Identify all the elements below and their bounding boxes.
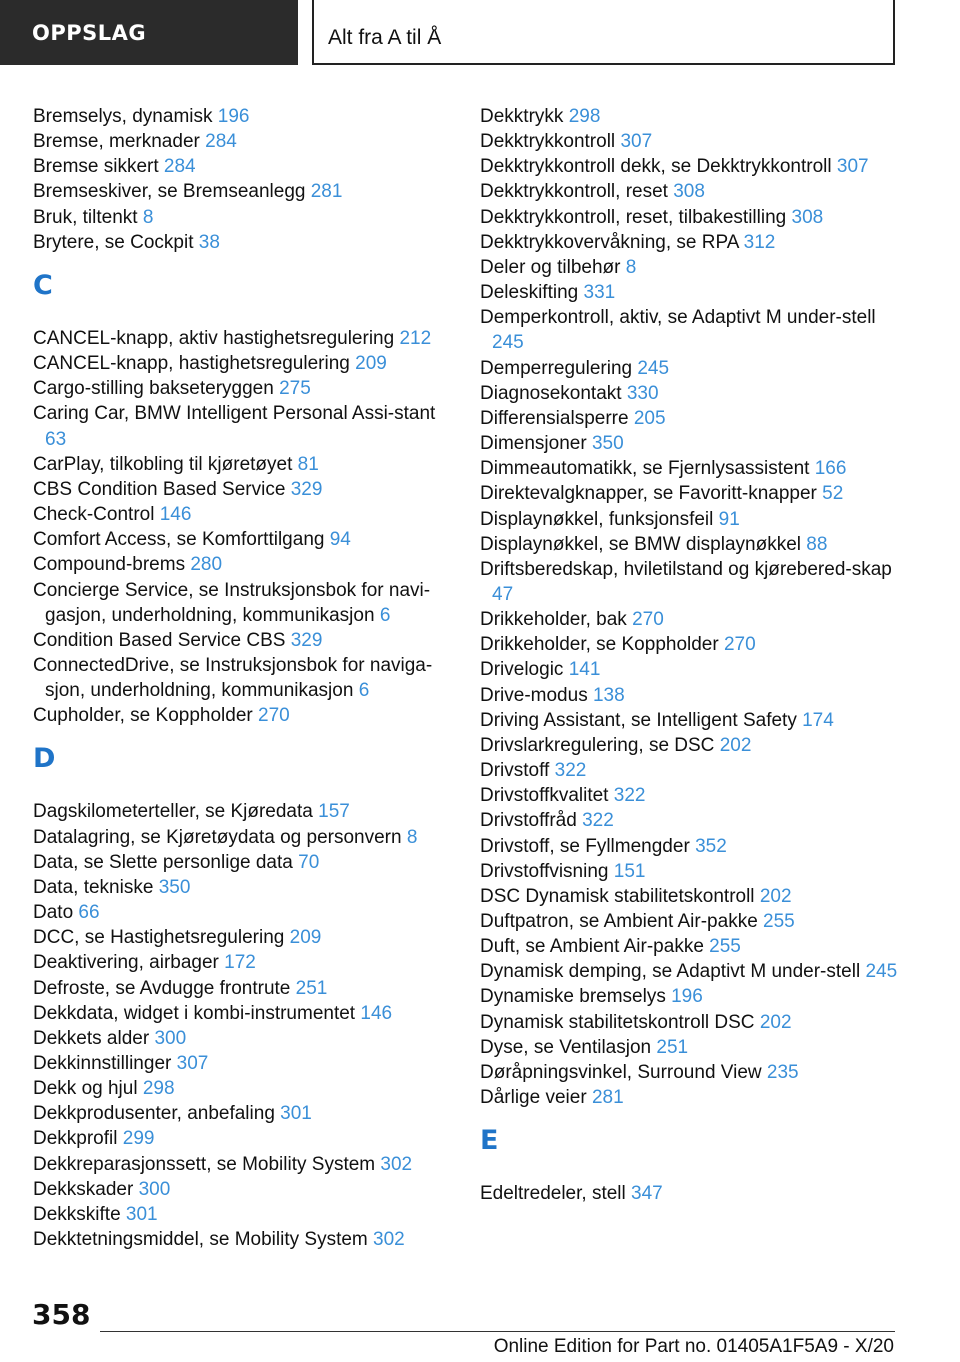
- section-tab: [0, 0, 298, 65]
- page-reference-link[interactable]: 308: [673, 181, 705, 203]
- index-entry-text: Drivslarkregulering, se DSC: [480, 734, 715, 756]
- page-reference-link[interactable]: 255: [763, 911, 795, 932]
- page-reference-link[interactable]: 299: [122, 1128, 155, 1150]
- page-reference-link[interactable]: 166: [814, 458, 847, 480]
- index-entry: [480, 1181, 900, 1206]
- index-entry-text: Cupholder, se Koppholder: [33, 705, 253, 727]
- index-entry: [480, 431, 900, 456]
- index-column-left: [33, 104, 453, 1252]
- index-entry-text: Bremseskiver, se Bremseanlegg: [33, 181, 306, 203]
- page-reference-link[interactable]: 63: [45, 428, 67, 450]
- index-entry: [480, 808, 900, 833]
- page-reference-link[interactable]: 284: [205, 131, 237, 153]
- index-entry-text: Displaynøkkel, se BMW displaynøkkel: [480, 533, 801, 555]
- page-reference-link[interactable]: 302: [380, 1153, 413, 1175]
- index-entry-text: Deaktivering, airbager: [33, 952, 219, 974]
- index-entry-text: Driftsberedskap, hviletilstand og kjørebered-skap: [480, 558, 892, 580]
- page-reference-link[interactable]: 298: [568, 106, 601, 127]
- page-reference-link[interactable]: 280: [190, 554, 223, 576]
- index-entry: [480, 381, 900, 406]
- page-reference-link[interactable]: 157: [318, 801, 350, 823]
- page-reference-link[interactable]: 322: [554, 760, 587, 782]
- index-entry: [33, 1227, 453, 1252]
- index-entry: [33, 875, 453, 900]
- index-entry: [33, 799, 453, 824]
- page-reference-link[interactable]: 350: [591, 433, 624, 455]
- index-entry-text: Drikkeholder, bak: [480, 609, 627, 631]
- page-reference-link[interactable]: 94: [329, 529, 351, 551]
- index-entry-text: Edeltredeler, stell: [480, 1183, 626, 1205]
- index-entry: [480, 1010, 900, 1035]
- page-reference-link[interactable]: 70: [298, 851, 320, 873]
- index-entry: [480, 305, 900, 355]
- index-entry: [480, 557, 900, 607]
- index-entry-text: Duft, se Ambient Air-pakke: [480, 936, 704, 958]
- page-reference-link[interactable]: 300: [154, 1027, 187, 1049]
- index-entry-text: Drivstoffråd: [480, 810, 577, 832]
- index-entry: [33, 1202, 453, 1227]
- page-reference-link[interactable]: 202: [759, 885, 792, 907]
- index-entry-text: Bremse sikkert: [33, 156, 159, 178]
- page-reference-link[interactable]: 330: [626, 382, 659, 404]
- page-reference-link[interactable]: 307: [176, 1053, 209, 1074]
- index-entry: [480, 507, 900, 532]
- index-entry: [33, 179, 453, 204]
- index-entry-text: Data, tekniske: [33, 876, 154, 898]
- page-reference-link[interactable]: 146: [360, 1002, 393, 1024]
- index-entry-text: Dynamisk demping, se Adaptivt M under-stell: [480, 961, 861, 983]
- index-entry: [33, 376, 453, 401]
- index-entry: [480, 532, 900, 557]
- index-entry-text: Bruk, tiltenkt: [33, 206, 138, 228]
- index-entry-text: Bremselys, dynamisk: [33, 106, 213, 127]
- index-entry: [33, 703, 453, 728]
- index-entry: [480, 859, 900, 884]
- page-reference-link[interactable]: 307: [836, 156, 869, 178]
- index-entry: [480, 154, 900, 179]
- page-reference-link[interactable]: 205: [633, 407, 666, 429]
- index-entry-text: Data, se Slette personlige data: [33, 851, 293, 873]
- page-reference-link[interactable]: 329: [290, 629, 323, 651]
- index-entry-text: Duftpatron, se Ambient Air-pakke: [480, 911, 758, 932]
- page-reference-link[interactable]: 308: [791, 206, 824, 228]
- index-column-right: [480, 104, 900, 1206]
- page-reference-link[interactable]: 52: [822, 483, 844, 505]
- index-entry-text: Demperregulering: [480, 357, 633, 379]
- index-entry-text: Dimensjoner: [480, 433, 587, 455]
- index-entry-text: DSC Dynamisk stabilitetskontroll: [480, 885, 755, 907]
- index-entry: [480, 758, 900, 783]
- page-reference-link[interactable]: 66: [78, 902, 100, 924]
- index-entry-text: Check-Control: [33, 504, 155, 526]
- index-entry: [33, 900, 453, 925]
- index-entry: [480, 255, 900, 280]
- page-reference-link[interactable]: 174: [802, 709, 834, 731]
- index-entry-text: Dekkinnstillinger: [33, 1053, 172, 1074]
- index-entry: [480, 733, 900, 758]
- index-entry: [33, 351, 453, 376]
- page-reference-link[interactable]: 209: [355, 353, 387, 375]
- index-entry: [33, 452, 453, 477]
- index-entry: [480, 657, 900, 682]
- index-entry: [480, 129, 900, 154]
- page-reference-link[interactable]: 196: [671, 986, 703, 1008]
- index-entry: [480, 481, 900, 506]
- page-reference-link[interactable]: 322: [582, 810, 614, 832]
- page-reference-link[interactable]: 8: [142, 206, 154, 228]
- index-entry-text: Comfort Access, se Komforttilgang: [33, 529, 325, 551]
- index-entry-text: Dagskilometerteller, se Kjøredata: [33, 801, 313, 823]
- page-reference-link[interactable]: 251: [295, 977, 328, 999]
- index-entry: [33, 628, 453, 653]
- page-reference-link[interactable]: 312: [743, 231, 776, 253]
- page-reference-link[interactable]: 47: [492, 583, 514, 605]
- index-letter-heading: E: [480, 1125, 499, 1157]
- index-entry: [33, 129, 453, 154]
- index-entry: [480, 934, 900, 959]
- index-entry-text: Dekk og hjul: [33, 1078, 138, 1100]
- index-entry-text: Dekkreparasjonssett, se Mobility System: [33, 1153, 376, 1175]
- index-entry-text: Dekktrykk: [480, 106, 564, 127]
- index-entry: [33, 104, 453, 129]
- index-entry: [480, 406, 900, 431]
- index-entry: [480, 456, 900, 481]
- page-reference-link[interactable]: 38: [198, 231, 220, 253]
- index-entry: [480, 959, 900, 984]
- index-entry-text: Deler og tilbehør: [480, 256, 621, 278]
- index-entry: [33, 205, 453, 230]
- page-reference-link[interactable]: 245: [492, 332, 524, 354]
- index-entry-text: Dekktrykkontroll, reset: [480, 181, 668, 203]
- index-entry-text: Dynamisk stabilitetskontroll DSC: [480, 1011, 755, 1033]
- page-reference-link[interactable]: 270: [723, 634, 756, 656]
- page-reference-link[interactable]: 302: [373, 1229, 405, 1251]
- index-entry: [33, 976, 453, 1001]
- index-entry-text: CANCEL-knapp, hastighetsregulering: [33, 353, 350, 375]
- page-reference-link[interactable]: 284: [163, 156, 196, 178]
- index-entry: [33, 925, 453, 950]
- index-entry: [33, 1051, 453, 1076]
- index-entry-text: Bremse, merknader: [33, 131, 200, 153]
- index-entry-text: Dimmeautomatikk, se Fjernlysassistent: [480, 458, 810, 480]
- index-entry: [33, 1026, 453, 1051]
- page-reference-link[interactable]: 281: [310, 181, 343, 203]
- page-reference-link[interactable]: 141: [568, 659, 601, 681]
- index-entry: [480, 708, 900, 733]
- page-reference-link[interactable]: 251: [656, 1036, 689, 1058]
- page-reference-link[interactable]: 202: [719, 734, 752, 756]
- index-entry: [33, 1076, 453, 1101]
- footer-divider: [100, 1331, 895, 1332]
- index-entry: [33, 401, 453, 451]
- index-entry-text: Dyse, se Ventilasjon: [480, 1036, 652, 1058]
- index-entry: [33, 850, 453, 875]
- index-entry-text: Dekktrykkontroll, reset, tilbakestilling: [480, 206, 787, 228]
- page-reference-link[interactable]: 146: [159, 504, 192, 526]
- index-entry-text: Defroste, se Avdugge frontrute: [33, 977, 291, 999]
- index-entry-text: Drivstoff, se Fyllmengder: [480, 835, 690, 857]
- index-entry-text: Direktevalgknapper, se Favoritt-knapper: [480, 483, 817, 505]
- index-entry-text: Dekkskifte: [33, 1203, 121, 1225]
- page-reference-link[interactable]: 331: [583, 282, 616, 304]
- index-entry-text: Drivstoffvisning: [480, 860, 609, 882]
- page-header: [312, 0, 895, 65]
- index-entry-text: Dekkets alder: [33, 1027, 150, 1049]
- index-entry-text: Dekkskader: [33, 1178, 134, 1200]
- index-entry: [33, 477, 453, 502]
- page-title: Alt fra A til Å: [328, 26, 442, 49]
- index-entry: [33, 1177, 453, 1202]
- index-entry: [33, 230, 453, 255]
- index-entry-text: Driving Assistant, se Intelligent Safety: [480, 709, 797, 731]
- index-entry-text: Drive-modus: [480, 684, 588, 706]
- index-entry: [33, 825, 453, 850]
- page-reference-link[interactable]: 202: [759, 1011, 792, 1033]
- page-reference-link[interactable]: 245: [865, 961, 898, 983]
- index-entry: [480, 179, 900, 204]
- index-entry: [33, 154, 453, 179]
- index-entry-text: Differensialsperre: [480, 407, 629, 429]
- index-entry-text: Drivstoff: [480, 760, 550, 782]
- index-entry: [480, 280, 900, 305]
- index-entry: [480, 104, 900, 129]
- page-reference-link[interactable]: 322: [613, 785, 646, 807]
- page-number: 358: [32, 1298, 91, 1331]
- index-entry-text: ConnectedDrive, se Instruksjonsbok for naviga-sjon, underholdning, kommunikasjon: [33, 654, 433, 702]
- page-reference-link[interactable]: 270: [632, 609, 664, 631]
- index-entry-text: Dekkprodusenter, anbefaling: [33, 1103, 275, 1125]
- index-entry: [480, 1035, 900, 1060]
- index-entry: [480, 884, 900, 909]
- page-reference-link[interactable]: 81: [297, 453, 319, 475]
- index-entry: [33, 326, 453, 351]
- index-entry-text: Drivelogic: [480, 659, 564, 681]
- index-entry-text: Diagnosekontakt: [480, 382, 622, 404]
- index-entry-text: Caring Car, BMW Intelligent Personal Assi-stant: [33, 403, 436, 425]
- page-reference-link[interactable]: 307: [620, 131, 653, 153]
- page-reference-link[interactable]: 209: [289, 927, 322, 949]
- page-reference-link[interactable]: 281: [591, 1087, 624, 1109]
- index-entry-text: Drivstoffkvalitet: [480, 785, 609, 807]
- index-entry-text: DCC, se Hastighetsregulering: [33, 927, 285, 949]
- footer-edition-text: Online Edition for Part no. 01405A1F5A9 - X/20: [493, 1336, 894, 1357]
- index-entry: [480, 1060, 900, 1085]
- page-reference-link[interactable]: 245: [637, 357, 670, 379]
- page-reference-link[interactable]: 270: [258, 705, 290, 727]
- index-entry: [33, 950, 453, 975]
- section-label: OPPSLAG: [32, 20, 147, 45]
- page-reference-link[interactable]: 91: [718, 508, 740, 530]
- index-entry-text: Deleskifting: [480, 282, 579, 304]
- index-entry: [480, 1085, 900, 1110]
- index-entry: [33, 1101, 453, 1126]
- index-entry: [480, 909, 900, 934]
- index-entry: [480, 607, 900, 632]
- index-entry-text: CarPlay, tilkobling til kjøretøyet: [33, 453, 293, 475]
- page-reference-link[interactable]: 138: [592, 684, 625, 706]
- page-reference-link[interactable]: 350: [158, 876, 191, 898]
- index-entry: [33, 578, 453, 628]
- index-entry-text: Dekktrykkontroll dekk, se Dekktrykkontroll: [480, 156, 832, 178]
- index-entry: [33, 552, 453, 577]
- page-reference-link[interactable]: 151: [613, 860, 646, 882]
- index-entry: [480, 984, 900, 1009]
- page-reference-link[interactable]: 6: [379, 604, 391, 626]
- index-entry: [480, 834, 900, 859]
- index-entry-text: Concierge Service, se Instruksjonsbok for navi-gasjon, underholdning, kommunikasjon: [33, 579, 431, 626]
- index-entry-text: Dato: [33, 902, 74, 924]
- index-entry-text: Compound-brems: [33, 554, 186, 576]
- index-entry: [33, 1001, 453, 1026]
- page-reference-link[interactable]: 88: [806, 533, 828, 555]
- page-reference-link[interactable]: 352: [695, 835, 727, 857]
- page-reference-link[interactable]: 347: [631, 1183, 663, 1205]
- page-reference-link[interactable]: 196: [217, 106, 250, 127]
- index-entry-text: Displaynøkkel, funksjonsfeil: [480, 508, 714, 530]
- index-entry: [33, 527, 453, 552]
- index-entry: [480, 356, 900, 381]
- index-entry-text: CANCEL-knapp, aktiv hastighetsregulering: [33, 327, 395, 349]
- index-letter-heading: D: [33, 743, 56, 775]
- index-entry: [480, 230, 900, 255]
- page-reference-link[interactable]: 235: [766, 1061, 799, 1083]
- index-entry: [33, 502, 453, 527]
- index-entry-text: CBS Condition Based Service: [33, 478, 286, 500]
- page-reference-link[interactable]: 300: [138, 1178, 171, 1200]
- page-reference-link[interactable]: 255: [709, 936, 741, 958]
- index-entry-text: Demperkontroll, aktiv, se Adaptivt M under-stell: [480, 307, 876, 329]
- index-entry: [480, 783, 900, 808]
- page-reference-link[interactable]: 301: [280, 1103, 312, 1125]
- index-entry-text: Datalagring, se Kjøretøydata og personvern: [33, 826, 402, 848]
- index-entry-text: Dekkprofil: [33, 1128, 118, 1150]
- index-entry: [480, 683, 900, 708]
- index-entry-text: Cargo-stilling bakseteryggen: [33, 378, 274, 400]
- index-entry-text: Condition Based Service CBS: [33, 629, 286, 651]
- page-reference-link[interactable]: 298: [142, 1078, 175, 1100]
- index-entry: [33, 1152, 453, 1177]
- index-entry: [480, 632, 900, 657]
- index-entry-text: Dekktetningsmiddel, se Mobility System: [33, 1229, 368, 1251]
- page-reference-link[interactable]: 275: [279, 378, 311, 400]
- index-entry-text: Døråpningsvinkel, Surround View: [480, 1061, 762, 1083]
- page-reference-link[interactable]: 8: [625, 256, 637, 278]
- page-reference-link[interactable]: 172: [224, 952, 256, 974]
- index-entry-text: Drikkeholder, se Koppholder: [480, 634, 719, 656]
- index-entry-text: Dårlige veier: [480, 1087, 587, 1109]
- index-entry: [33, 653, 453, 703]
- index-letter-heading: C: [33, 269, 53, 301]
- page-reference-link[interactable]: 301: [125, 1203, 158, 1225]
- page-reference-link[interactable]: 8: [406, 826, 418, 848]
- index-entry-text: Dekktrykkontroll: [480, 131, 616, 153]
- index-entry-text: Dynamiske bremselys: [480, 986, 666, 1008]
- index-entry-text: Brytere, se Cockpit: [33, 231, 194, 253]
- page-reference-link[interactable]: 212: [399, 327, 432, 349]
- index-entry-text: Dekktrykkovervåkning, se RPA: [480, 231, 739, 253]
- index-entry: [33, 1126, 453, 1151]
- page-reference-link[interactable]: 329: [290, 478, 323, 500]
- index-entry: [480, 205, 900, 230]
- index-entry-text: Dekkdata, widget i kombi-instrumentet: [33, 1002, 356, 1024]
- page-reference-link[interactable]: 6: [358, 680, 370, 702]
